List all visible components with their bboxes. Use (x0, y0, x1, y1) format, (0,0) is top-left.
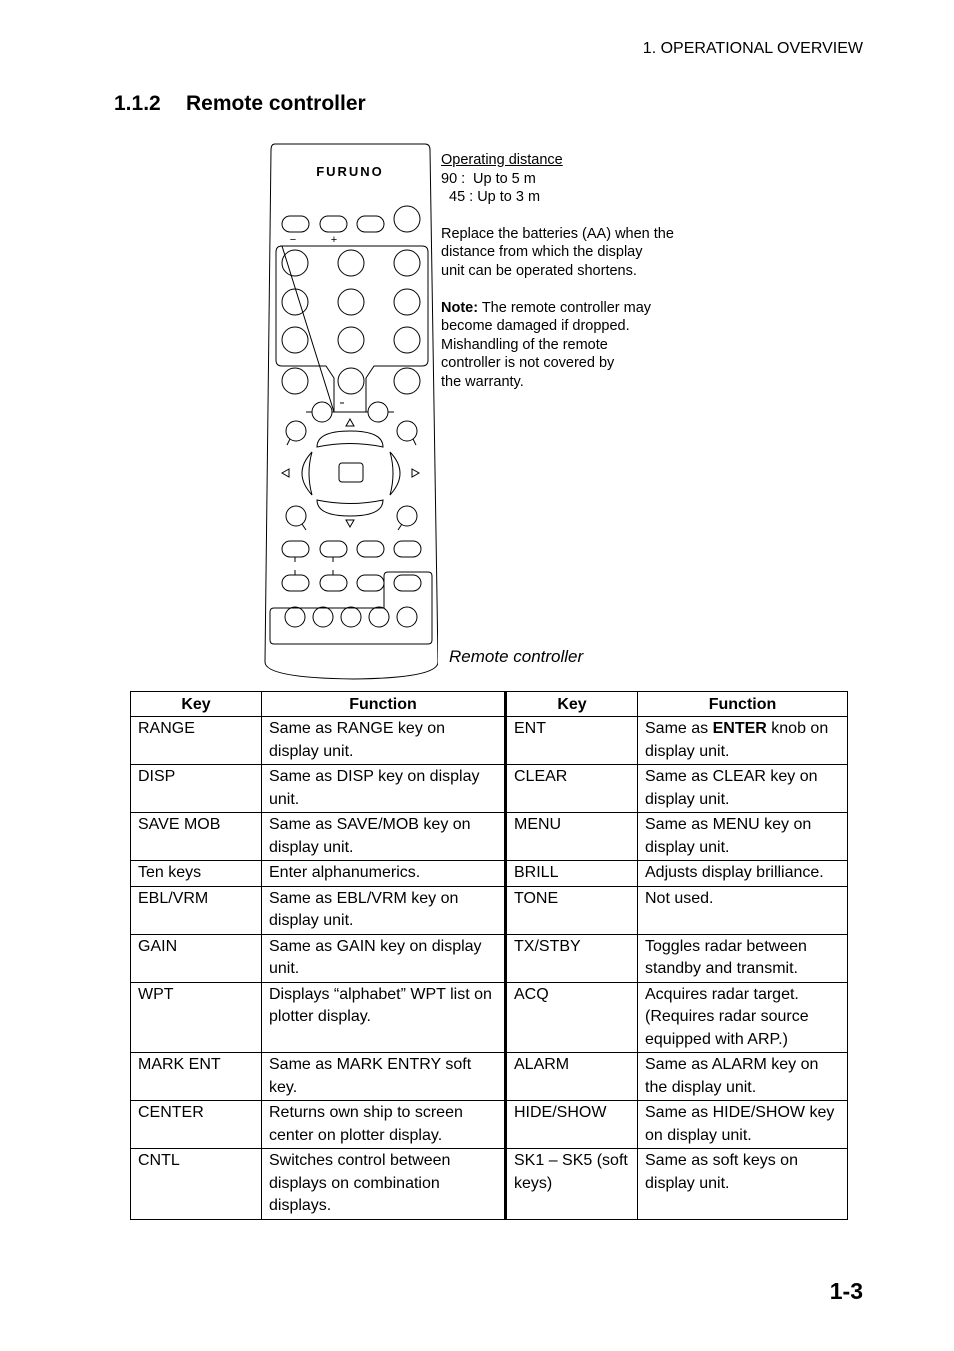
key-cell: RANGE (131, 717, 262, 765)
cursor-down-key (317, 500, 383, 516)
key-cell: TONE (506, 886, 638, 934)
diagonal-key-ll (286, 506, 306, 526)
key-cell: TX/STBY (506, 934, 638, 982)
key-cell: ACQ (506, 982, 638, 1053)
top-oval-keys (282, 206, 420, 232)
remote-brand-logo: FURUNO (316, 164, 384, 179)
brill-plus-key (320, 216, 347, 232)
ten-keys (282, 250, 420, 394)
function-cell: Toggles radar between standby and transmit. (638, 934, 848, 982)
header-key-2: Key (506, 692, 638, 717)
key-cell: Ten keys (131, 861, 262, 887)
key-cell: ALARM (506, 1053, 638, 1101)
remote-notes (441, 151, 731, 392)
table-row (131, 861, 848, 887)
range-minus-key (312, 402, 332, 422)
function-cell: Enter alphanumerics. (262, 861, 506, 887)
key-cell: HIDE/SHOW (506, 1101, 638, 1149)
function-cell: Same as ALARM key on the display unit. (638, 1053, 848, 1101)
minus-label: − (289, 234, 297, 246)
plus-label: + (330, 234, 338, 246)
table-row (131, 717, 848, 765)
diagonal-key-ur (397, 421, 417, 441)
header-function-2: Function (638, 692, 848, 717)
key-cell: SAVE MOB (131, 813, 262, 861)
table-row (131, 765, 848, 813)
function-cell: Not used. (638, 886, 848, 934)
brill-minus-key (282, 216, 309, 232)
function-cell: Returns own ship to screen center on plotter display. (262, 1101, 506, 1149)
battery-note-line-1: Replace the batteries (AA) when the (441, 225, 674, 242)
key-cell: DISP (131, 765, 262, 813)
function-cell: Acquires radar target. (Requires radar source equipped with ARP.) (638, 982, 848, 1053)
function-cell: Same as soft keys on display unit. (638, 1149, 848, 1220)
function-cell: Same as GAIN key on display unit. (262, 934, 506, 982)
function-cell: Switches control between displays on combination displays. (262, 1149, 506, 1220)
distance-90-value: Up to 5 m (473, 170, 536, 187)
table-row (131, 1053, 848, 1101)
soft-key-frame (270, 572, 432, 644)
key-cell: BRILL (506, 861, 638, 887)
function-cell: Same as SAVE/MOB key on display unit. (262, 813, 506, 861)
running-head: 1. OPERATIONAL OVERVIEW (642, 40, 863, 57)
cursor-up-arrow-icon (346, 419, 354, 426)
key-cell: CLEAR (506, 765, 638, 813)
page-number: 1-3 (829, 1278, 863, 1304)
note-line-4: controller is not covered by (441, 355, 615, 372)
note-line-5: the warranty. (441, 373, 524, 390)
key-cell: MARK ENT (131, 1053, 262, 1101)
function-cell: Same as MENU key on display unit. (638, 813, 848, 861)
header-function-1: Function (262, 692, 506, 717)
section-title-text: Remote controller (186, 92, 366, 115)
section-title (114, 92, 366, 116)
key-cell: CENTER (131, 1101, 262, 1149)
table-row (131, 1101, 848, 1149)
figure-caption: Remote controller (449, 647, 584, 666)
key-function-table (130, 691, 848, 1220)
table-row (131, 886, 848, 934)
distance-45: 45 : Up to 3 m (449, 189, 541, 206)
function-cell-ent: Same as ENTER knob on display unit. (638, 717, 848, 765)
table-header-row (131, 692, 848, 717)
key-cell: SK1 – SK5 (soft keys) (506, 1149, 638, 1220)
key-cell: GAIN (131, 934, 262, 982)
function-cell: Same as DISP key on display unit. (262, 765, 506, 813)
function-cell: Displays “alphabet” WPT list on plotter display. (262, 982, 506, 1053)
cursor-center-key (339, 463, 363, 482)
function-cell: Same as MARK ENTRY soft key. (262, 1053, 506, 1101)
section-number: 1.1.2 (114, 92, 161, 115)
function-cell: Same as EBL/VRM key on display unit. (262, 886, 506, 934)
note-label: Note: (441, 299, 479, 316)
operating-distance-title: Operating distance (441, 152, 563, 168)
table-row (131, 1149, 848, 1220)
soft-keys (285, 607, 417, 627)
header-key-1: Key (131, 692, 262, 717)
tx-stby-key (394, 206, 420, 232)
note-line-1: Note: The remote controller may (441, 299, 652, 316)
cursor-right-arrow-icon (412, 469, 419, 477)
note-line-3: Mishandling of the remote (441, 336, 608, 353)
key-cell: CNTL (131, 1149, 262, 1220)
ten-key-frame (276, 246, 428, 412)
diagonal-key-lr (397, 506, 417, 526)
key-cell: EBL/VRM (131, 886, 262, 934)
remote-controller-illustration (262, 142, 438, 680)
table-row (131, 813, 848, 861)
battery-note-line-2: distance from which the display (441, 244, 643, 261)
range-plus-key (368, 402, 388, 422)
function-oval-keys (282, 541, 421, 591)
table-row (131, 982, 848, 1053)
function-cell: Same as RANGE key on display unit. (262, 717, 506, 765)
cursor-right-key (390, 452, 400, 495)
function-cell: Same as CLEAR key on display unit. (638, 765, 848, 813)
oval-key-3 (357, 216, 384, 232)
function-cell: Same as HIDE/SHOW key on display unit. (638, 1101, 848, 1149)
note-line-2: become damaged if dropped. (441, 318, 630, 335)
key-cell: MENU (506, 813, 638, 861)
key-cell: WPT (131, 982, 262, 1053)
cursor-left-key (302, 452, 312, 495)
cursor-up-key (317, 431, 383, 447)
cursor-left-arrow-icon (282, 469, 289, 477)
distance-90 (441, 170, 731, 189)
key-cell: ENT (506, 717, 638, 765)
table-row (131, 934, 848, 982)
distance-90-label: 90 : (441, 170, 466, 187)
cursor-down-arrow-icon (346, 520, 354, 527)
function-cell: Adjusts display brilliance. (638, 861, 848, 887)
diagonal-key-ul (286, 421, 306, 441)
battery-note-line-3: unit can be operated shortens. (441, 262, 637, 279)
